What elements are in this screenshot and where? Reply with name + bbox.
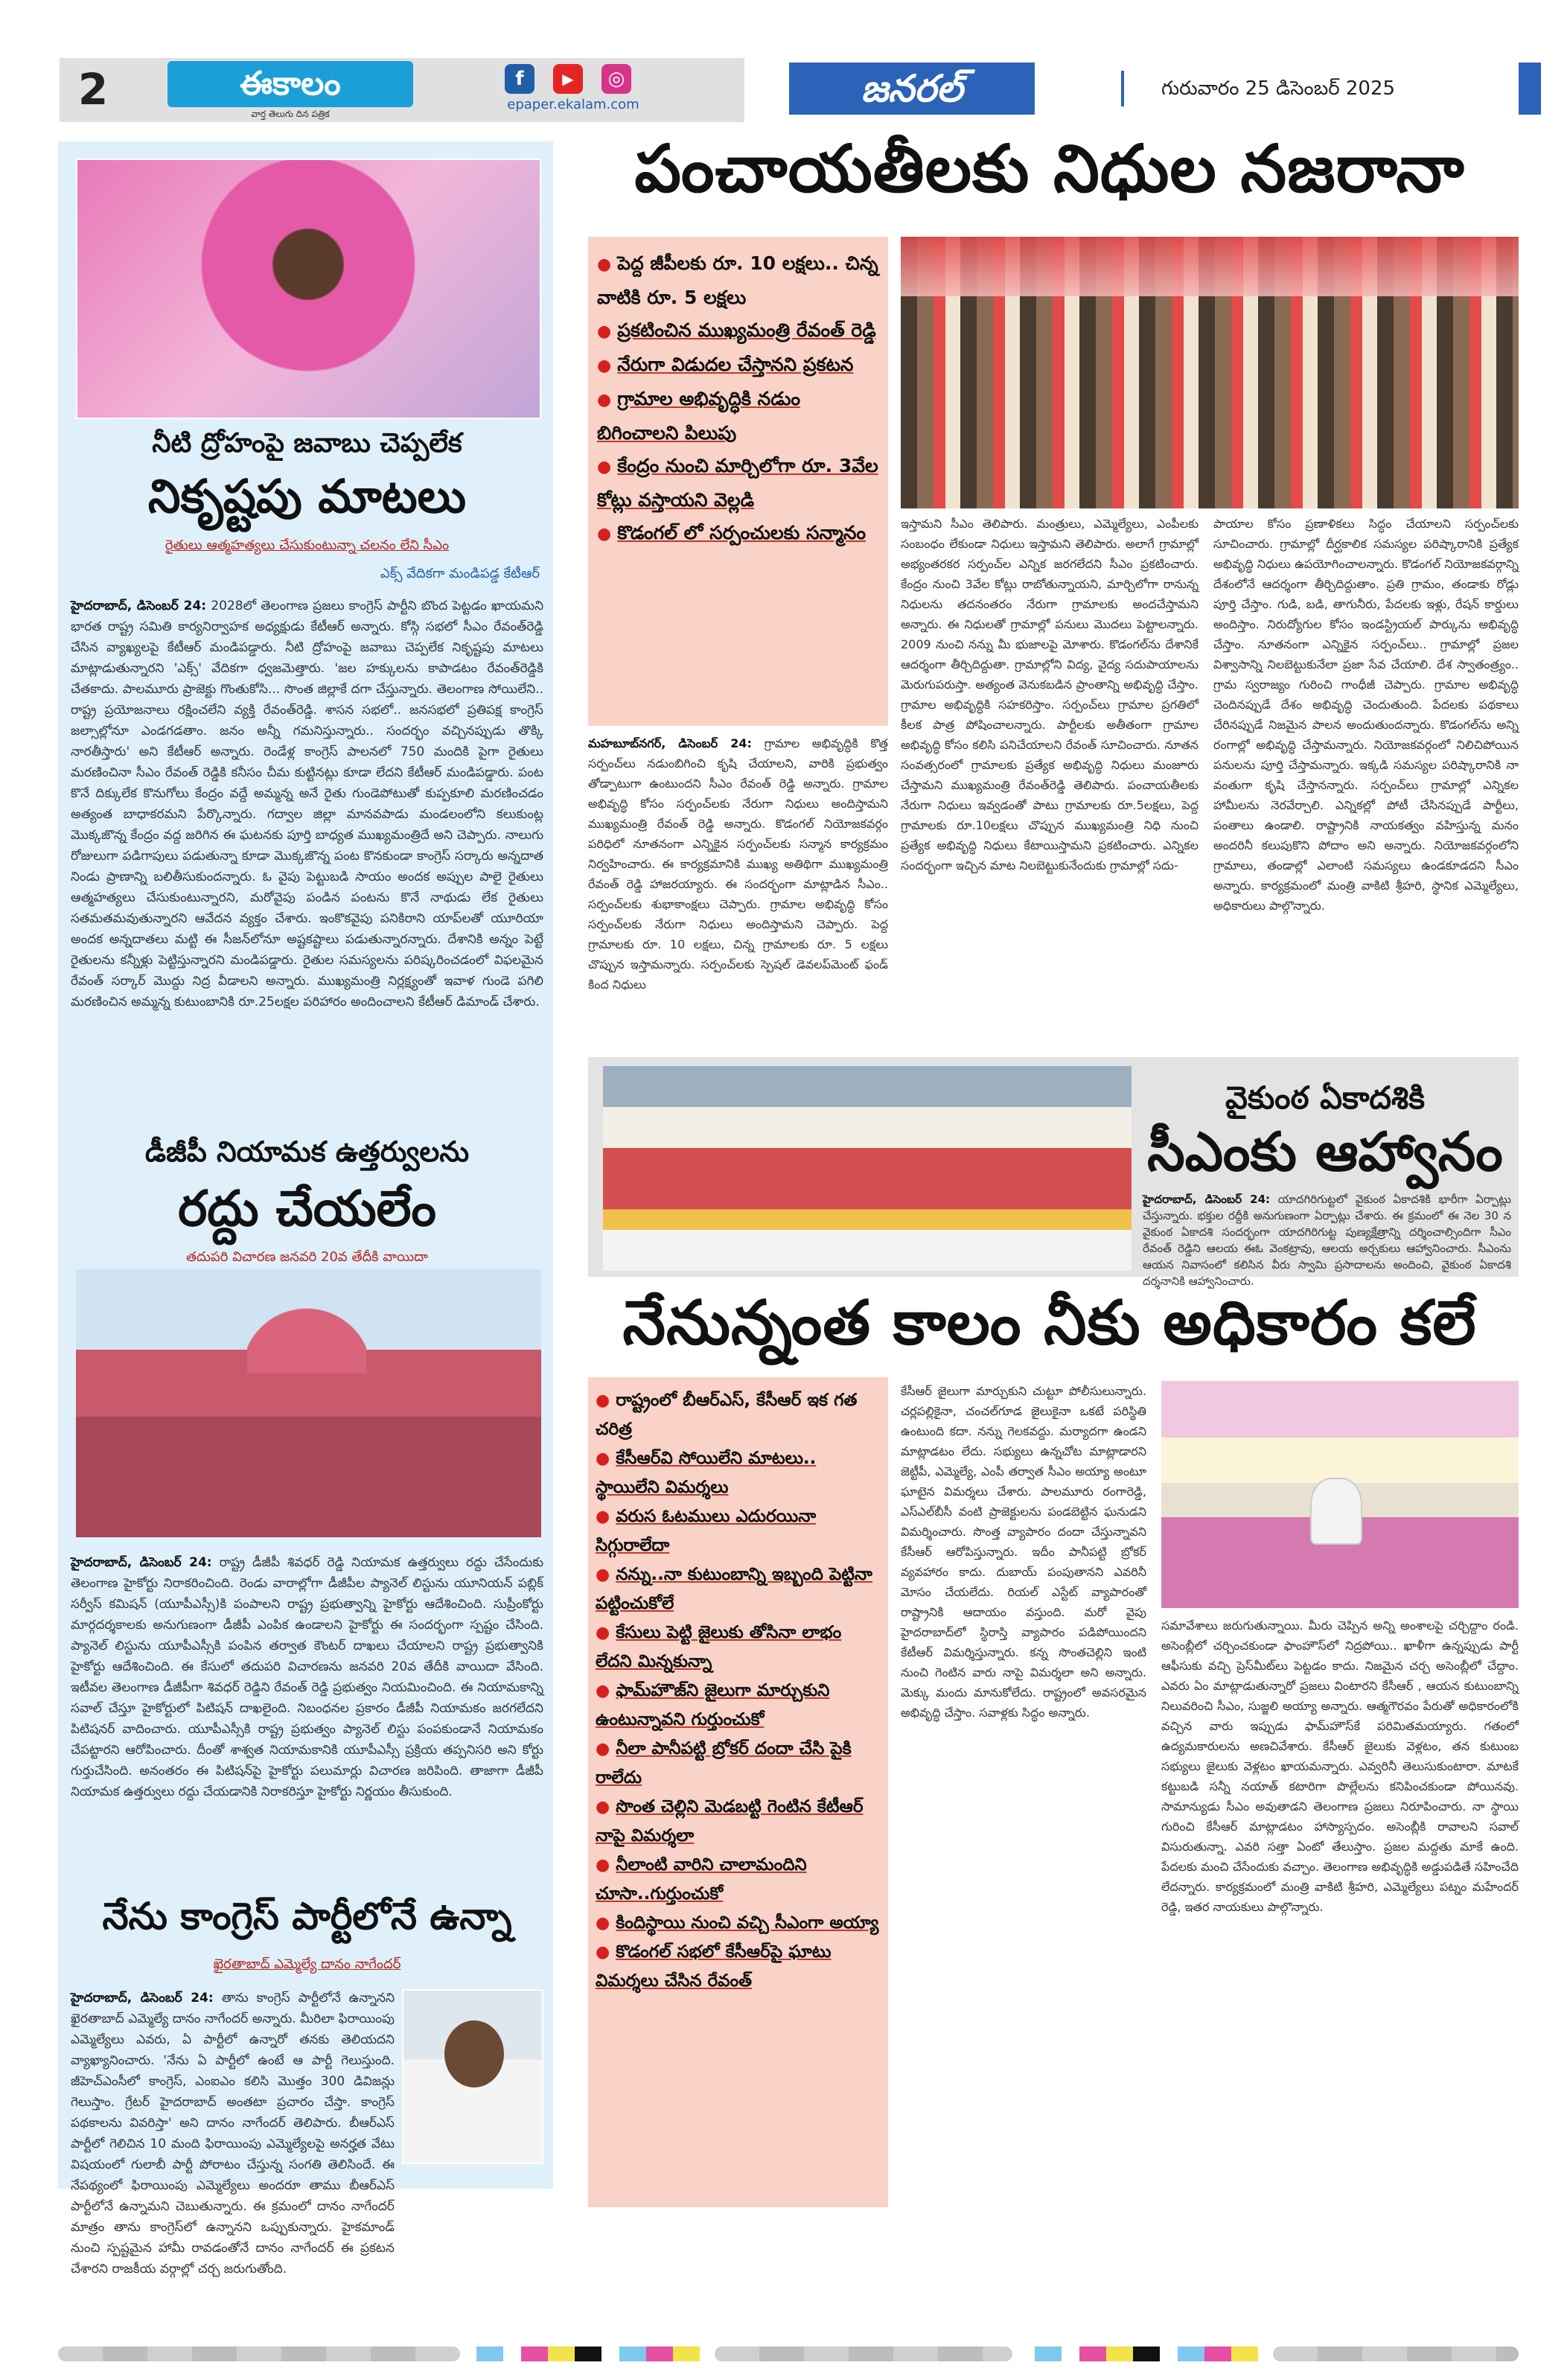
temple-invite-photo	[603, 1066, 1132, 1271]
high-court-photo	[76, 1269, 541, 1537]
portrait-head	[444, 2020, 504, 2087]
bullet-item: ● నన్ను..నా కుటుంబాన్ని ఇబ్బంది పెట్టినా పట్టించుకోలే	[596, 1565, 872, 1613]
banner-backdrop	[901, 237, 1519, 296]
story2-text: రాష్ట్ర డీజీపీ శివధర్ రెడ్డి నియామక ఉత్తర్వులు రద్దు చేసేందుకు తెలంగాణ హైకోర్టు నిరాకరించింది. రెండు వారాల్లోగా డీజీపీల ప్యానెల్ లిస్టును యూనియన్ పబ్లిక్ సర్వీస్ కమిషన్ (యూపీఎస్సీ)కి పంపాలని రాష్ట్ర ప్రభుత్వాన్ని హైకోర్టు ఆదేశించింది. సుప్రీంకోర్టు మార్గదర్శకాలకు అనుగుణంగా డీజీపీ ఎంపిక ఉండాలని హైకోర్టు ఈ సందర్భంగా స్పష్టం చేసింది. ప్యానెల్ లిస్టును యూపీఎస్సీకి పంపిన తర్వాత కౌంటర్ దాఖలు చేయాలని రాష్ట్ర ప్రభుత్వానికి హైకోర్టు ఆదేశించింది. ఈ కేసులో తదుపరి విచారణను జనవరి 20వ తేదీకి వాయిదా వేసింది. ఇటీవల తెలంగాణ డీజీపీగా శివధర్ రెడ్డిని రేవంత్ రెడ్డి ప్రభుత్వం నియమించింది. ఈ నియామకాన్ని సవాల్ చేస్తూ హైకోర్టులో పిటిషన్ దాఖలైంది. నిబంధనల ప్రకారం డీజీపీ నియామకం జరగలేదని పిటిషనర్ వాదించారు. యూపీఎస్సీకి రాష్ట్ర ప్రభుత్వం ప్యానెల్ లిస్టు పంపకుండానే నియామకం చేపట్టారని ఆరోపించారు. దీంతో శాశ్వత నియామకానికి యూపీఎస్సీ ప్రక్రియ తప్పనిసరి అని కోర్టు గుర్తుచేసింది. అనంతరం ఈ పిటిషన్‌పై హైకోర్టు పలుమార్లు విచారణ జరిపింది. తాజాగా డీజీపీ నియామక ఉత్తర్వులు రద్దు చేయడానికి నిరాకరిస్తూ హైకోర్టు నిర్ణయం తీసుకుంది.	[71, 1555, 544, 1799]
newspaper-logo[interactable]: ఈకాలం	[167, 61, 413, 107]
epaper-link[interactable]: epaper.ekalam.com	[507, 97, 639, 112]
story1-headline[interactable]: నికృష్టపు మాటలు	[147, 469, 467, 523]
bullet-item: ● కొడంగల్ సభలో కేసీఆర్‌పై ఘాటు విమర్శలు చేసిన రేవంత్	[596, 1942, 832, 1991]
main2-dateline: హైదరాబాద్, డిసెంబర్ 24:	[1143, 1193, 1271, 1206]
story1-sub1: రైతులు ఆత్మహత్యలు చేసుకుంటున్నా చలనం లేని సీఎం	[165, 537, 450, 553]
bullet-item: ● ఫామ్‌హౌజ్‌ని జైలుగా మార్చుకుని ఉంటున్నావని గుర్తుంచుకో	[596, 1681, 830, 1729]
bullet-item: ● కేంద్రం నుంచి మార్చిలోగా రూ. 3వేల కోట్లు వస్తాయని వెల్లడి	[597, 455, 878, 511]
footer-bar-right	[1273, 2346, 1519, 2361]
story2-sub: తదుపరి విచారణ జనవరి 20వ తేదీకి వాయిదా	[185, 1249, 429, 1265]
bullet-item: ● కిందిస్థాయి నుంచి వచ్చి సీఎంగా అయ్యా	[596, 1913, 879, 1933]
story1-sub2: ఎక్స్ వేదికగా మండిపడ్డ కేటీఆర్	[380, 566, 540, 581]
main2-headline[interactable]: సీఎంకు ఆహ్వానం	[1147, 1120, 1503, 1183]
story3-body	[71, 1988, 395, 2277]
bullet-item: ● నీలా పానీపట్టి బ్రోకర్ దందా చేసి పైకి రాలేదు	[596, 1739, 852, 1787]
main3-headline[interactable]: నేనున్నంత కాలం నీకు అధికారం కలే	[622, 1288, 1477, 1359]
bullet-item: ● ప్రకటించిన ముఖ్యమంత్రి రేవంత్ రెడ్డి	[597, 319, 876, 341]
bullet-item: ● సొంత చెల్లిని మెడబట్టి గెంటిన కేటీఆర్ నాపై విమర్శలా	[596, 1797, 864, 1845]
main1-col2: ఇస్తామని సీఎం తెలిపారు. మంత్రులు, ఎమ్మెల్యేలు, ఎంపీలకు సంబంధం లేకుండా నిధులు ఇస్తామని తెలిపారు. అలాగే గ్రామాల్లో అభ్యంతరకర సర్పంచ్‌ల ఎన్నిక జరగలేదని సీఎం ప్రకటించారు. కేంద్రం నుంచి 3వేల కోట్లు రాబోతున్నాయని, మార్చిలోగా రానున్న నిధులను తదనంతరం నేరుగా గ్రామాలకు అందచేస్తామని అన్నారు. ఈ నిధులతో గ్రామాల్లో పనులు మొదలు పెట్టాలన్నారు. 2009 నుంచి నన్ను మీ భుజాలపై మోశారు. కొడంగల్‌ను దేశానికే ఆదర్శంగా తీర్చిదిద్దుతా. గ్రామాల్లోని విద్య, వైద్య సదుపాయాలను మెరుగుపరుస్తా. అత్యంత వెనుకబడిన ప్రాంతాన్ని అభివృద్ధి చేస్తాం. గ్రామాల అభివృద్ధికి సహకరిస్తాం. సర్పంచ్‌లు గ్రామాల ప్రగతిలో కీలక పాత్ర పోషించాలన్నారు. పార్టీలకు అతీతంగా గ్రామాల అభివృద్ధి కోసం కలిసి పనిచేయాలని రేవంత్ సూచించారు. నూతన సంవత్సరంలో గ్రామాలకు ప్రత్యేక అభివృద్ధి నిధులు మంజూరు చేస్తామని ముఖ్యమంత్రి రేవంత్‌రెడ్డి తెలిపారు. పంచాయతీలకు నేరుగా నిధులు ఇవ్వడంతో పాటు గ్రామాలకు రూ.5లక్షలు, పెద్ద గ్రామాలకు రూ.10లక్షలు చొప్పున ముఖ్యమంత్రి నిధి నుంచి ప్రత్యేక అభివృద్ధి నిధులు కేటాయిస్తామని ప్రకటించారు. ఎన్నికల సందర్భంగా ఇచ్చిన మాట నిలబెట్టుకునేందుకు గ్రామాల్లో సదు-	[901, 517, 1199, 872]
page-number: 2	[77, 64, 109, 115]
header-divider	[1121, 71, 1124, 106]
color-registration-strip	[1035, 2346, 1258, 2361]
story3-dateline: హైదరాబాద్, డిసెంబర్ 24:	[71, 1991, 214, 2006]
main3-col2: కేసీఆర్ జైలుగా మార్చుకుని చుట్టూ పోలీసులున్నారు. చర్లపల్లికైనా, చంచల్‌గూడ జైలుకైనా ఒకటే పరిస్థితి ఉంటుంది కదా. నన్ను గెలకవద్దు. మర్యాదగా ఉండని మాట్లాడటం లేదు. సభ్యులు ఉన్నచోట మాట్లాడారని జెట్టీపీ, ఎమ్మెల్యే, ఎంపీ తర్వాత సీఎం అయ్యా అంటూ ఘాటైన విమర్శలు చేశారు. పాలమూరు రంగారెడ్డి, ఎస్ఎల్‌బీసీ వంటి ప్రాజెక్టులను పండబెట్టిన ఘనుడని విమర్శించారు. సొంత్త వ్యాపారం దందా చేస్తున్నావని కేసీఆర్ ఆరోపిస్తున్నారు. ఇదీం పానీపట్టి బ్రోకర్ వ్యవహారం కాదు. దుబాయ్ పంపుతానని ఎవరినీ మోసం చేయలేదు. రియల్ ఎస్టేట్ వ్యాపారంతో రాష్ట్రానికి ఆదాయం వస్తుంది. మరో వైపు హైదరాబాద్‌లో స్థిరాస్తి వ్యాపారం పడిపోయిందని కేటీఆర్ విమర్శిస్తున్నారు. కన్న సొంతచెల్లిని ఇంటి నుంచి గెంటిన వారు నాపై విమర్శలా అని అన్నారు. మెక్కు మందు మానుకోలేదు. రాష్ట్రంలో అవసరమైన అభివృద్ధి చేస్తాం. సవాళ్లకు సిద్ధం అన్నారు.	[901, 1384, 1146, 1720]
main1-col3: పాయాల కోసం ప్రణాళికలు సిద్ధం చేయాలని సర్పంచ్‌లకు సూచించారు. గ్రామాల్లో దీర్ఘకాలిక సమస్యల పరిష్కారానికి ప్రత్యేక అభివృద్ధి నిధులు ఉపయోగించాలన్నారు. కొడంగల్ నియోజకవర్గాన్ని దేశంలోనే ఆదర్శంగా తీర్చిదిద్దుతాం. ప్రతి గ్రామం, తండాకు రోడ్లు పూర్తి చేస్తాం. గుడి, బడి, తాగునీరు, పేదలకు ఇళ్లు, రేషన్ కార్డులు అందిస్తాం. నిరుద్యోగుల కోసం ఇండస్ట్రియల్ పార్కును అభివృద్ధి చేస్తాం. నూతనంగా ఎన్నికైన సర్పంచ్‌లు.. గ్రామాల్లో ప్రజల విశ్వాసాన్ని నిలబెట్టుకునేలా ప్రజా సేవ చేయాలి. దేశ స్వాతంత్ర్యం.. గ్రామ స్వరాజ్యం గురించి గాంధీజీ చెప్పారు. గ్రామాల అభివృద్ధి చెందినప్పుడే దేశం అభివృద్ధి చెందుతుంది. పేదలకు పథకాలు చేరినప్పుడే నిజమైన పాలన అందుతుందన్నారు. కొడంగల్‌ను అన్ని రంగాల్లో అభివృద్ధి చేస్తామన్నారు. నియోజకవర్గంలో నిలిచిపోయిన పనులను పూర్తి చేస్తామన్నారు. ఇక్కడి సమస్యల పరిష్కారానికి నా వంతుగా కృషి చేస్తానన్నారు. సర్పంచ్‌లు గ్రామాల్లో ఎన్నికల హామీలను నెరవేర్చాలి. ఎన్నికల్లో పోటీ చేసినప్పుడే పార్టీలు, పంతాలు ఉండాలి. రాష్ట్రానికి నాయకత్వం వహిస్తున్న మనం అందరినీ కలుపుకొని పోదాం అని అన్నారు. నియోజకవర్గంలోని గ్రామాలు, తండాల్లో ఎలాంటి సమస్యలు ఉండకూడదని సీఎం అన్నారు. కార్యక్రమంలో మంత్రి వాకిటి శ్రీహరి, స్థానిక ఎమ్మెల్యేలు, అధికారులు పాల్గొన్నారు.	[1213, 517, 1519, 913]
bullet-item: ● కేసీఆర్‌వి సోయిలేని మాటలు.. స్థాయిలేని విమర్శలు	[596, 1449, 817, 1497]
main2-kicker: వైకుంఠ ఏకాదశికి	[1225, 1079, 1426, 1116]
main3-bullet-box	[588, 1377, 888, 2207]
header-accent	[1519, 63, 1541, 115]
facebook-icon[interactable]: f	[505, 64, 534, 94]
main2-body: హైదరాబాద్, డిసెంబర్ 24: యాదగిరిగుట్టలో వైకుంఠ ఏకాదశికి భారీగా ఏర్పాట్లు చేస్తున్నారు. భక్తుల రద్దీకి అనుగుణంగా ఏర్పాట్లు చేశారు. ఈ క్రమంలో ఈ నెల 30 న వైకుంఠ ఏకాదశి సందర్భంగా యాదగిరిగుట్ట పుణ్యక్షేత్రాన్ని దర్శించాల్సిందిగా సీఎం రేవంత్ రెడ్డిని ఆలయ ఈఓ వెంకట్రావు, ఆలయ అర్చకులు ఆహ్వానించారు. సీఎంను ఆయన నివాసంలో కలిసిన వీరు స్వామి ప్రసాదాలను అందించి, వైకుంఠ ఏకాదశి దర్శనానికి ఆహ్వానించారు.	[1143, 1193, 1511, 1288]
story2-dateline: హైదరాబాద్, డిసెంబర్ 24:	[71, 1555, 212, 1570]
main1-bullet-box	[588, 237, 888, 726]
story2-headline[interactable]: రద్దు చేయలేం	[178, 1180, 436, 1237]
color-registration-strip	[476, 2346, 700, 2361]
story1-body	[71, 596, 543, 1132]
story3-sub: ఖైరతాబాద్ ఎమ్మెల్యే దానం నాగేందర్	[213, 1956, 401, 1972]
story1-text: 2028లో తెలంగాణ ప్రజలు కాంగ్రెస్ పార్టీని బొంద పెట్టడం ఖాయమని భారత రాష్ట్ర సమితి కార్యనిర్వాహక అధ్యక్షుడు కేటీఆర్ అన్నారు. కోస్గి సభలో సీఎం రేవంత్‌రెడ్డి చేసిన వ్యాఖ్యలపై కేటీఆర్ మండిపడ్డారు. నీటి ద్రోహంపై జవాబు చెప్పలేక నికృష్టపు మాటలు మాట్లాడుతున్నారని 'ఎక్స్' వేదికగా ధ్వజమెత్తారు. 'జల హక్కులను కాపాడటం రేవంత్‌రెడ్డికి చేతకాదు. పాలమూరు ప్రాజెక్టు గొంతుకోసి... సొంత జిల్లాకే దగా చేస్తున్నారు. తెలంగాణ సోయిలేని.. రాష్ట్ర ప్రయోజనాలు రక్షించలేని వ్యక్తి రేవంత్‌రెడ్డి. శాసన సభలో.. జనసభలో ప్రతిపక్ష కాంగ్రెస్ జల్సాల్లోనూ ఎండగడతాం. జనం అన్నీ గమనిస్తున్నారు.. సందర్భం వచ్చినప్పుడు తొక్కి నారతీస్తారు' అని కేటీఆర్ అన్నారు. రెండేళ్ల కాంగ్రెస్ పాలనలో 750 మందికి పైగా రైతులు మరణించినా సీఎం రేవంత్ రెడ్డికి కనీసం చీమ కుట్టినట్లు కూడా లేదని కేటీఆర్ మండిపడ్డారు. పంట కొనే దిక్కులేక కొనుగోలు కేంద్రం వద్దే అమ్మన్న అనే రైతు గుండెపోటుతో కుప్పకూలి మరణించడం అత్యంత బాధాకరమని పేర్కొన్నారు. గద్వాల జిల్లా మానవపాడు మండలంలోని కలుకుంట్ల మొక్కజొన్న కేంద్రం వద్ద జరిగిన ఈ ఘటనకు పూర్తి బాధ్యత ముఖ్యమంత్రిదే అని చెప్పారు. నాలుగు రోజులుగా పడిగాపులు పడుతున్నా కూడా మొక్కజొన్న పంట కొనకుండా కాంగ్రెస్ సర్కారు అన్నదాత నిండు ప్రాణాన్ని బలితీసుకుందన్నారు. ఓ వైపు పెట్టుబడి సాయం అందక అప్పుల పాలై రైతులు ఆత్మహత్యలు చేసుకుంటున్నారని, మరోవైపు పండిన పంటను కొనే నాథుడు లేక రైతులు సతమతమవుతున్నారని ఆవేదన వ్యక్తం చేశారు. ఇంకొకవైపు పనికిరాని యాప్‌లతో యూరియా అందక అన్నదాతలు మట్టి ఈ సీజన్‌లోనూ అష్టకష్టాలు పడుతున్నారన్నారు. దేశానికి అన్నం పెట్టే రైతులను కన్నీళ్లు పెట్టిస్తున్నారని మండిపడ్డారు. రైతుల సమస్యలను పరిష్కరించడంలో విఫలమైన రేవంత్ సర్కార్ మొద్దు నిద్ర వీడాలని అన్నారు. ముఖ్యమంత్రి నిర్లక్ష్యంతో ఇవాళ గుండె పగిలి మరణించిన అమ్మన్న కుటుంబానికి రూ.25లక్షల పరిహారం అందించాలని కేటీఆర్ డిమాండ్ చేశారు.	[71, 599, 544, 1009]
bullet-item: ● నీలాంటి వారిని చాలామందిని చూసా..గుర్తుంచుకో	[596, 1855, 807, 1904]
sarpanch-group-photo	[901, 237, 1519, 508]
bullet-item: ● కేసులు పెట్టి జైలుకు తోసినా లాభం లేదని మిన్నకున్నా	[596, 1623, 842, 1671]
bullet-item: ● రాష్ట్రంలో బీఆర్ఎస్, కేసీఆర్ ఇక గత చరిత్ర	[596, 1391, 858, 1439]
story3-headline[interactable]: నేను కాంగ్రెస్ పార్టీలోనే ఉన్నా	[102, 1895, 512, 1938]
main3-col3: సమావేశాలు జరుగుతున్నాయి. మీరు చెప్పిన అన్ని అంశాలపై చర్చిద్దాం రండి. అసెంబ్లీలో చర్చించకుండా ఫాంహౌస్‌లో నిద్రపోయి.. ఖాళీగా ఉన్నప్పుడు పార్టీ ఆఫీసుకు వచ్చి ప్రెస్‌మీట్‌లు పెట్టడం కాదు. నిజమైన చర్చ అసెంబ్లీలో చేద్దాం. ఎవరు ఏం మాట్లాడుతున్నారో ప్రజలు వింటారని కేసీఆర్ , ఆయన కుటుంబాన్ని నిలువరించి సీఎం, సుజ్జలి అయ్యా అన్నారు. ఆత్మగౌరవం పేరుతో అధికారంలోకి వచ్చిన వారు ఇప్పుడు ఫామ్‌హౌస్‌కే పరిమితమయ్యారు. గతంలో ఉద్యమకారులను అణచివేశారు. కేసీఆర్ జైలుకు వెళ్లటం, తన కుటుంబ సభ్యులు జైలుకు వెళ్లటం ఖాయమన్నారు. ఎవ్వరినీ తెలుసుకుంటారా. మాటకే కట్టుబడి సన్నీ నయాత్ కటారిగా పొల్లేలను కనిపించకుండా పోయినవు. సామాన్యుడు సీఎం అవుతాడని తెలంగాణ ప్రజలు నిరూపించారు. నా స్థాయి గురించి కేసీఆర్ మాట్లాడటం హాస్యాస్పదం. అసెంబ్లీకి రావాలని సవాల్ విసురుతున్నా. ఎవరి సత్తా ఏంటో తేలుస్తాం. ప్రజల మద్దతు మాకే ఉంది. పేదలకు మంచి చేసేందుకు వచ్చాం. తెలంగాణ అభివృద్ధికి అడ్డుపడితే సహించేది లేదన్నారు. కార్యక్రమంలో మంత్రి వాకిటి శ్రీహరి, ఎమ్మెల్యేలు పట్నం మహేందర్ రెడ్డి, ఇతర నాయకులు పాల్గొన్నారు.	[1161, 1618, 1519, 1914]
bullet-item: ● వరుస ఓటములు ఎదురయినా సిగ్గురాలేదా	[596, 1507, 817, 1555]
logo-tagline: వార్త తెలుగు దిన పత్రిక	[251, 109, 330, 119]
danam-photo	[402, 1989, 543, 2164]
main1-headline[interactable]: పంచాయతీలకు నిధుల నజరానా	[634, 130, 1465, 207]
instagram-icon[interactable]: ◎	[601, 64, 631, 94]
issue-date: గురువారం 25 డిసెంబర్ 2025	[1161, 77, 1396, 100]
main1-dateline: మహబూబ్‌నగర్, డిసెంబర్ 24:	[588, 736, 752, 750]
bullet-item: ● గ్రామాల అభివృద్ధికి నడుం బిగించాలని పిలుపు	[597, 388, 801, 444]
story2-kicker: డీజీపీ నియామక ఉత్తర్వులను	[144, 1135, 470, 1168]
footer-bar-left	[58, 2346, 460, 2361]
main1-col1: మహబూబ్‌నగర్, డిసెంబర్ 24: గ్రామాల అభివృద్ధికి కొత్త సర్పంచ్‌లు నడుంబిగించి కృషి చేయాలని, వారికి ప్రభుత్వం తోడ్పాటుగా ఉంటుందని సీఎం రేవంత్ రెడ్డి అన్నారు. గ్రామాల అభివృద్ధి కోసం సర్పంచ్‌లకు నేరుగా నిధులు అందిస్తామని ముఖ్యమంత్రి రేవంత్ రెడ్డి అన్నారు. కొడంగల్ నియోజకవర్గం పరిధిలో నూతనంగా ఎన్నికైన సర్పంచ్‌లకు సన్మాన కార్యక్రమం నిర్వహించారు. ఈ కార్యక్రమానికి ముఖ్య అతిథిగా ముఖ్యమంత్రి రేవంత్ రెడ్డి హాజరయ్యారు. ఈ సందర్భంగా మాట్లాడిన సీఎం.. సర్పంచ్‌లకు శుభాకాంక్షలు చెప్పారు. గ్రామాల అభివృద్ధి కోసం సర్పంచ్‌లకు నేరుగా నిధులు అందిస్తామని చెప్పారు. పెద్ద గ్రామాలకు రూ. 10 లక్షలు, చిన్న గ్రామాలకు రూ. 5 లక్షలు చొప్పున ఇస్తామన్నారు. సర్పంచ్‌లకు స్పెషల్ డెవలప్‌మెంట్ ఫండ్ కింద నిధులు	[588, 736, 888, 992]
story2-body	[71, 1552, 543, 1887]
cm-speech-photo	[1161, 1381, 1519, 1608]
bullet-item: ● కొడంగల్ లో సర్పంచులకు సన్మానం	[597, 522, 867, 543]
story1-kicker: నీటి ద్రోహంపై జవాబు చెప్పలేక	[152, 428, 462, 459]
speaker-figure	[1310, 1478, 1362, 1545]
story1-dateline: హైదరాబాద్, డిసెంబర్ 24:	[71, 599, 207, 613]
story3-text: తాను కాంగ్రెస్ పార్టీలోనే ఉన్నానని ఖైరతాబాద్ ఎమ్మెల్యే దానం నాగేందర్ అన్నారు. మీరిలా ఫిరాయింపు ఎమ్మెల్యేలు ఎవరు, ఏ పార్టీలో ఉన్నారో తనకు తెలియదని వ్యాఖ్యానించారు. 'నేను ఏ పార్టీలో ఉంటే ఆ పార్టీ గెలుస్తుంది. జీహెచ్ఎంసీలో కాంగ్రెస్, ఎంఐఎం కలిసి మొత్తం 300 డివిజన్లు గెలుస్తాం. గ్రేటర్ హైదరాబాద్ అంతటా ప్రచారం చేస్తా. కాంగ్రెస్ పథకాలను వివరిస్తా' అని దానం నాగేందర్ తెలిపారు. బీఆర్ఎస్ పార్టీలో గెలిచిన 10 మంది ఫిరాయింపు ఎమ్మెల్యేలపై అనర్హత వేటు విషయంలో గులాబీ పార్టీ పోరాటం చేస్తున్న సంగతి తెలిసిందే. ఈ నేపథ్యంలో ఫిరాయింపు ఎమ్మెల్యేలు అందరూ తాము బీఆర్ఎస్ పార్టీలోనే ఉన్నామని చెబుతున్నారు. ఈ క్రమంలో దానం నాగేందర్ మాత్రం తాను కాంగ్రెస్‌లో ఉన్నానని ఒప్పుకున్నారు. హైకమాండ్ నుంచి స్పష్టమైన హామీ రావడంతోనే దానం నాగేందర్ ఈ ప్రకటన చేశారని రాజకీయ వర్గాల్లో చర్చ జరుగుతోంది.	[71, 1991, 395, 2277]
section-name: జనరల్	[789, 63, 1035, 115]
speaker-figure	[197, 160, 420, 421]
ktr-photo	[76, 159, 541, 419]
bullet-item: ● నేరుగా విడుదల చేస్తానని ప్రకటన	[597, 354, 854, 375]
court-dome	[247, 1284, 366, 1374]
bullet-item: ● పెద్ద జీపీలకు రూ. 10 లక్షలు.. చిన్న వాటికి రూ. 5 లక్షలు	[597, 252, 878, 308]
youtube-icon[interactable]: ▶	[553, 64, 583, 94]
footer-bar-mid	[715, 2346, 1012, 2361]
